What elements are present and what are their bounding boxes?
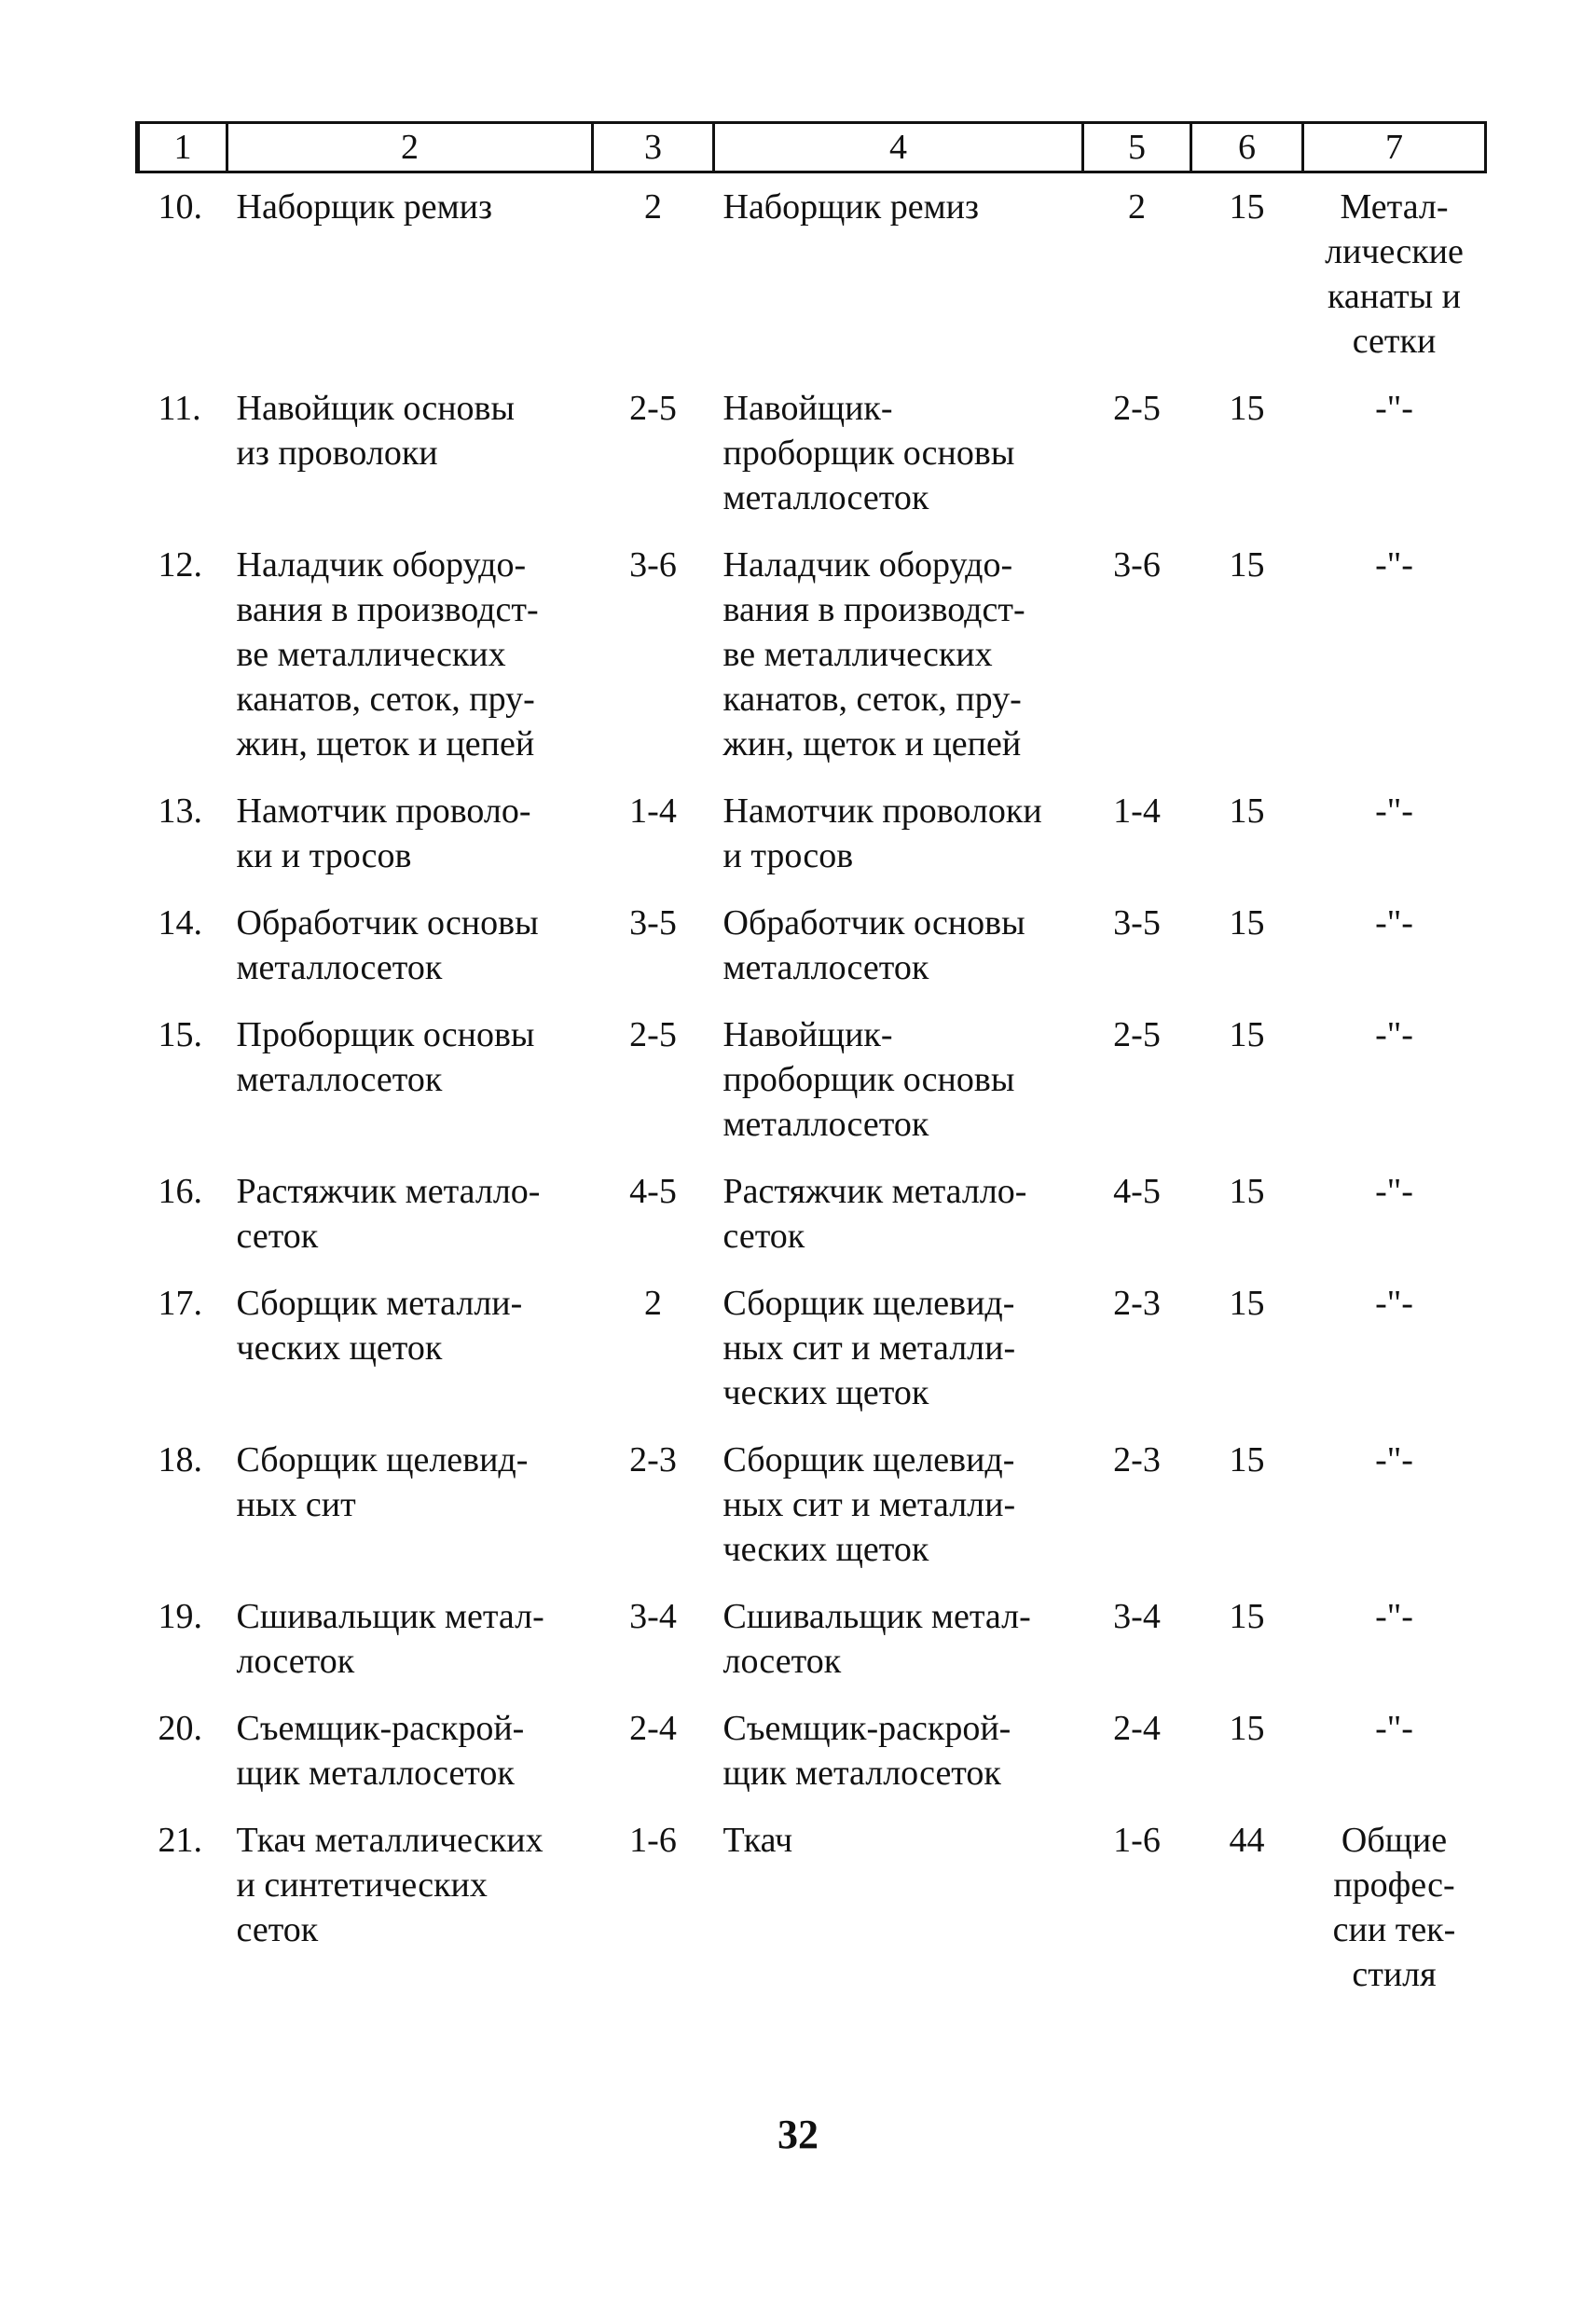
matched-profession-cell [714,1583,1083,1695]
section-name-cell-text: Метал- лические канаты и сетки [1325,187,1464,361]
matched-profession-cell [714,1695,1083,1807]
matched-profession-cell [714,1426,1083,1583]
table-body [138,172,1486,2009]
header-cell-col1: 1 [138,123,227,172]
matched-profession-cell-text: Навойщик- проборщик основы металлосеток [722,389,1015,517]
matched-profession-cell-text: Сборщик щелевид- ных сит и металли- ческих щеток [722,1284,1016,1412]
matched-grade-cell-text: 3-5 [1113,903,1161,943]
matched-grade-cell [1083,1158,1191,1270]
section-name-cell-text: -"- [1375,389,1413,428]
row-number-cell [138,531,227,778]
profession-name-cell [227,778,593,889]
row-number-cell [138,1695,227,1807]
section-name-cell-text: -"- [1375,1015,1413,1054]
table-row [138,531,1486,778]
matched-grade-cell [1083,1426,1191,1583]
profession-name-cell [227,1583,593,1695]
matched-grade-cell-text: 1-4 [1113,791,1161,831]
section-name-cell [1303,1426,1486,1583]
issue-number-cell-text: 44 [1229,1821,1265,1860]
table-row [138,375,1486,531]
grade-range-cell [593,1001,714,1158]
row-number-cell-text: 14. [158,903,202,943]
issue-number-cell [1191,1001,1303,1158]
matched-grade-cell [1083,889,1191,1001]
matched-profession-cell [714,531,1083,778]
matched-grade-cell-text: 1-6 [1113,1821,1161,1860]
grade-range-cell-text: 3-4 [629,1597,677,1636]
row-number-cell [138,889,227,1001]
row-number-cell [138,1158,227,1270]
row-number-cell [138,1583,227,1695]
section-name-cell [1303,778,1486,889]
issue-number-cell [1191,1426,1303,1583]
grade-range-cell-text: 2-3 [629,1440,677,1479]
profession-name-cell-text: Растяжчик металло- сеток [236,1172,541,1256]
matched-profession-cell-text: Сборщик щелевид- ных сит и металли- ческих щеток [722,1440,1016,1569]
grade-range-cell-text: 1-4 [629,791,677,831]
section-name-cell-text: -"- [1375,1284,1413,1323]
row-number-cell-text: 18. [158,1440,202,1479]
profession-name-cell-text: Намотчик проволо- ки и тросов [236,791,531,875]
matched-grade-cell [1083,778,1191,889]
profession-name-cell-text: Ткач металлических и синтетических сеток [236,1821,543,1949]
row-number-cell [138,778,227,889]
grade-range-cell-text: 3-6 [629,545,677,585]
matched-profession-cell [714,375,1083,531]
profession-name-cell [227,1001,593,1158]
matched-profession-cell-text: Ткач [722,1821,793,1860]
section-name-cell-text: -"- [1375,1709,1413,1748]
profession-name-cell [227,1695,593,1807]
section-name-cell-text: -"- [1375,1597,1413,1636]
issue-number-cell-text: 15 [1229,1015,1265,1054]
row-number-cell-text: 19. [158,1597,202,1636]
issue-number-cell [1191,778,1303,889]
page-number: 32 [777,2112,819,2157]
professions-table [135,121,1487,2008]
matched-grade-cell [1083,172,1191,376]
section-name-cell-text: -"- [1375,903,1413,943]
matched-profession-cell-text: Съемщик-раскрой- щик металлосеток [722,1709,1011,1793]
issue-number-cell [1191,1583,1303,1695]
grade-range-cell [593,1583,714,1695]
issue-number-cell-text: 15 [1229,1284,1265,1323]
table-row [138,1001,1486,1158]
profession-name-cell-text: Сборщик щелевид- ных сит [236,1440,529,1524]
table-row [138,1270,1486,1426]
grade-range-cell-text: 3-5 [629,903,677,943]
row-number-cell-text: 17. [158,1284,202,1323]
issue-number-cell-text: 15 [1229,791,1265,831]
table-row [138,1426,1486,1583]
profession-name-cell [227,1158,593,1270]
issue-number-cell-text: 15 [1229,389,1265,428]
matched-grade-cell-text: 2-3 [1113,1440,1161,1479]
table-row [138,1158,1486,1270]
row-number-cell-text: 12. [158,545,202,585]
section-name-cell [1303,531,1486,778]
row-number-cell [138,375,227,531]
matched-grade-cell-text: 3-6 [1113,545,1161,585]
header-cell-col6: 6 [1191,123,1303,172]
table-row [138,172,1486,376]
matched-grade-cell [1083,1001,1191,1158]
grade-range-cell-text: 2-5 [629,1015,677,1054]
section-name-cell [1303,1270,1486,1426]
row-number-cell-text: 10. [158,187,202,227]
issue-number-cell [1191,1158,1303,1270]
profession-name-cell [227,889,593,1001]
profession-name-cell [227,1807,593,2008]
row-number-cell-text: 21. [158,1821,202,1860]
issue-number-cell [1191,531,1303,778]
row-number-cell [138,1426,227,1583]
profession-name-cell-text: Сшивальщик метал- лосеток [236,1597,544,1681]
issue-number-cell-text: 15 [1229,1709,1265,1748]
matched-profession-cell-text: Обработчик основы металлосеток [722,903,1025,987]
matched-profession-cell [714,1158,1083,1270]
section-name-cell [1303,1583,1486,1695]
grade-range-cell-text: 4-5 [629,1172,677,1211]
table-row [138,1807,1486,2008]
header-cell-col4: 4 [714,123,1083,172]
table-row [138,1583,1486,1695]
issue-number-cell [1191,1270,1303,1426]
matched-profession-cell-text: Навойщик- проборщик основы металлосеток [722,1015,1015,1144]
row-number-cell [138,1807,227,2008]
profession-name-cell-text: Наборщик ремиз [236,187,492,227]
table-row [138,889,1486,1001]
grade-range-cell-text: 2 [644,1284,662,1323]
matched-profession-cell [714,1270,1083,1426]
matched-grade-cell [1083,531,1191,778]
profession-name-cell-text: Навойщик основы из проволоки [236,389,516,473]
matched-grade-cell-text: 2-5 [1113,389,1161,428]
section-name-cell-text: -"- [1375,1440,1413,1479]
issue-number-cell-text: 15 [1229,1440,1265,1479]
section-name-cell [1303,889,1486,1001]
grade-range-cell [593,172,714,376]
issue-number-cell-text: 15 [1229,903,1265,943]
row-number-cell [138,1270,227,1426]
profession-name-cell-text: Наладчик оборудо- вания в производст- ве металлических канатов, сеток, пру- жин, щеток и цепей [236,545,539,764]
profession-name-cell [227,172,593,376]
matched-grade-cell-text: 2-4 [1113,1709,1161,1748]
grade-range-cell [593,1426,714,1583]
grade-range-cell-text: 2-5 [629,389,677,428]
matched-grade-cell [1083,1807,1191,2008]
matched-grade-cell [1083,375,1191,531]
row-number-cell-text: 20. [158,1709,202,1748]
header-cell-col5: 5 [1083,123,1191,172]
section-name-cell [1303,1001,1486,1158]
grade-range-cell-text: 2-4 [629,1709,677,1748]
grade-range-cell [593,1695,714,1807]
grade-range-cell-text: 1-6 [629,1821,677,1860]
matched-profession-cell-text: Растяжчик металло- сеток [722,1172,1027,1256]
issue-number-cell [1191,375,1303,531]
profession-name-cell [227,1270,593,1426]
row-number-cell [138,1001,227,1158]
section-name-cell [1303,1807,1486,2008]
matched-profession-cell [714,1001,1083,1158]
matched-grade-cell [1083,1270,1191,1426]
grade-range-cell [593,1807,714,2008]
matched-profession-cell-text: Наборщик ремиз [722,187,979,227]
matched-profession-cell-text: Наладчик оборудо- вания в производст- ве металлических канатов, сеток, пру- жин, щеток и цепей [722,545,1025,764]
grade-range-cell [593,889,714,1001]
matched-grade-cell [1083,1695,1191,1807]
matched-grade-cell [1083,1583,1191,1695]
matched-profession-cell [714,889,1083,1001]
issue-number-cell [1191,1695,1303,1807]
matched-profession-cell [714,172,1083,376]
issue-number-cell [1191,172,1303,376]
header-cell-col2: 2 [227,123,593,172]
grade-range-cell [593,375,714,531]
row-number-cell-text: 15. [158,1015,202,1054]
section-name-cell-text: -"- [1375,1172,1413,1211]
section-name-cell [1303,172,1486,376]
table-header [138,123,1486,172]
profession-name-cell-text: Сборщик металли- ческих щеток [236,1284,523,1368]
issue-number-cell-text: 15 [1229,545,1265,585]
profession-name-cell [227,1426,593,1583]
section-name-cell-text: -"- [1375,791,1413,831]
matched-grade-cell-text: 4-5 [1113,1172,1161,1211]
header-cell-col3: 3 [593,123,714,172]
header-row [138,123,1486,172]
matched-grade-cell-text: 3-4 [1113,1597,1161,1636]
grade-range-cell [593,778,714,889]
grade-range-cell-text: 2 [644,187,662,227]
matched-profession-cell-text: Намотчик проволоки и тросов [722,791,1042,875]
issue-number-cell-text: 15 [1229,1597,1265,1636]
profession-name-cell-text: Обработчик основы металлосеток [236,903,539,987]
header-cell-col7: 7 [1303,123,1486,172]
table-row [138,1695,1486,1807]
table-row [138,778,1486,889]
grade-range-cell [593,1158,714,1270]
matched-grade-cell-text: 2-5 [1113,1015,1161,1054]
profession-name-cell-text: Проборщик основы металлосеток [236,1015,535,1099]
section-name-cell [1303,1158,1486,1270]
matched-profession-cell-text: Сшивальщик метал- лосеток [722,1597,1031,1681]
issue-number-cell-text: 15 [1229,1172,1265,1211]
section-name-cell-text: Общие профес- сии тек- стиля [1332,1821,1456,1994]
matched-grade-cell-text: 2 [1128,187,1146,227]
section-name-cell [1303,375,1486,531]
matched-profession-cell [714,778,1083,889]
section-name-cell [1303,1695,1486,1807]
issue-number-cell [1191,889,1303,1001]
profession-name-cell [227,375,593,531]
issue-number-cell-text: 15 [1229,187,1265,227]
grade-range-cell [593,1270,714,1426]
row-number-cell-text: 16. [158,1172,202,1211]
matched-profession-cell [714,1807,1083,2008]
matched-grade-cell-text: 2-3 [1113,1284,1161,1323]
grade-range-cell [593,531,714,778]
profession-name-cell [227,531,593,778]
issue-number-cell [1191,1807,1303,2008]
profession-name-cell-text: Съемщик-раскрой- щик металлосеток [236,1709,525,1793]
row-number-cell-text: 11. [158,389,201,428]
row-number-cell-text: 13. [158,791,202,831]
section-name-cell-text: -"- [1375,545,1413,585]
row-number-cell [138,172,227,376]
